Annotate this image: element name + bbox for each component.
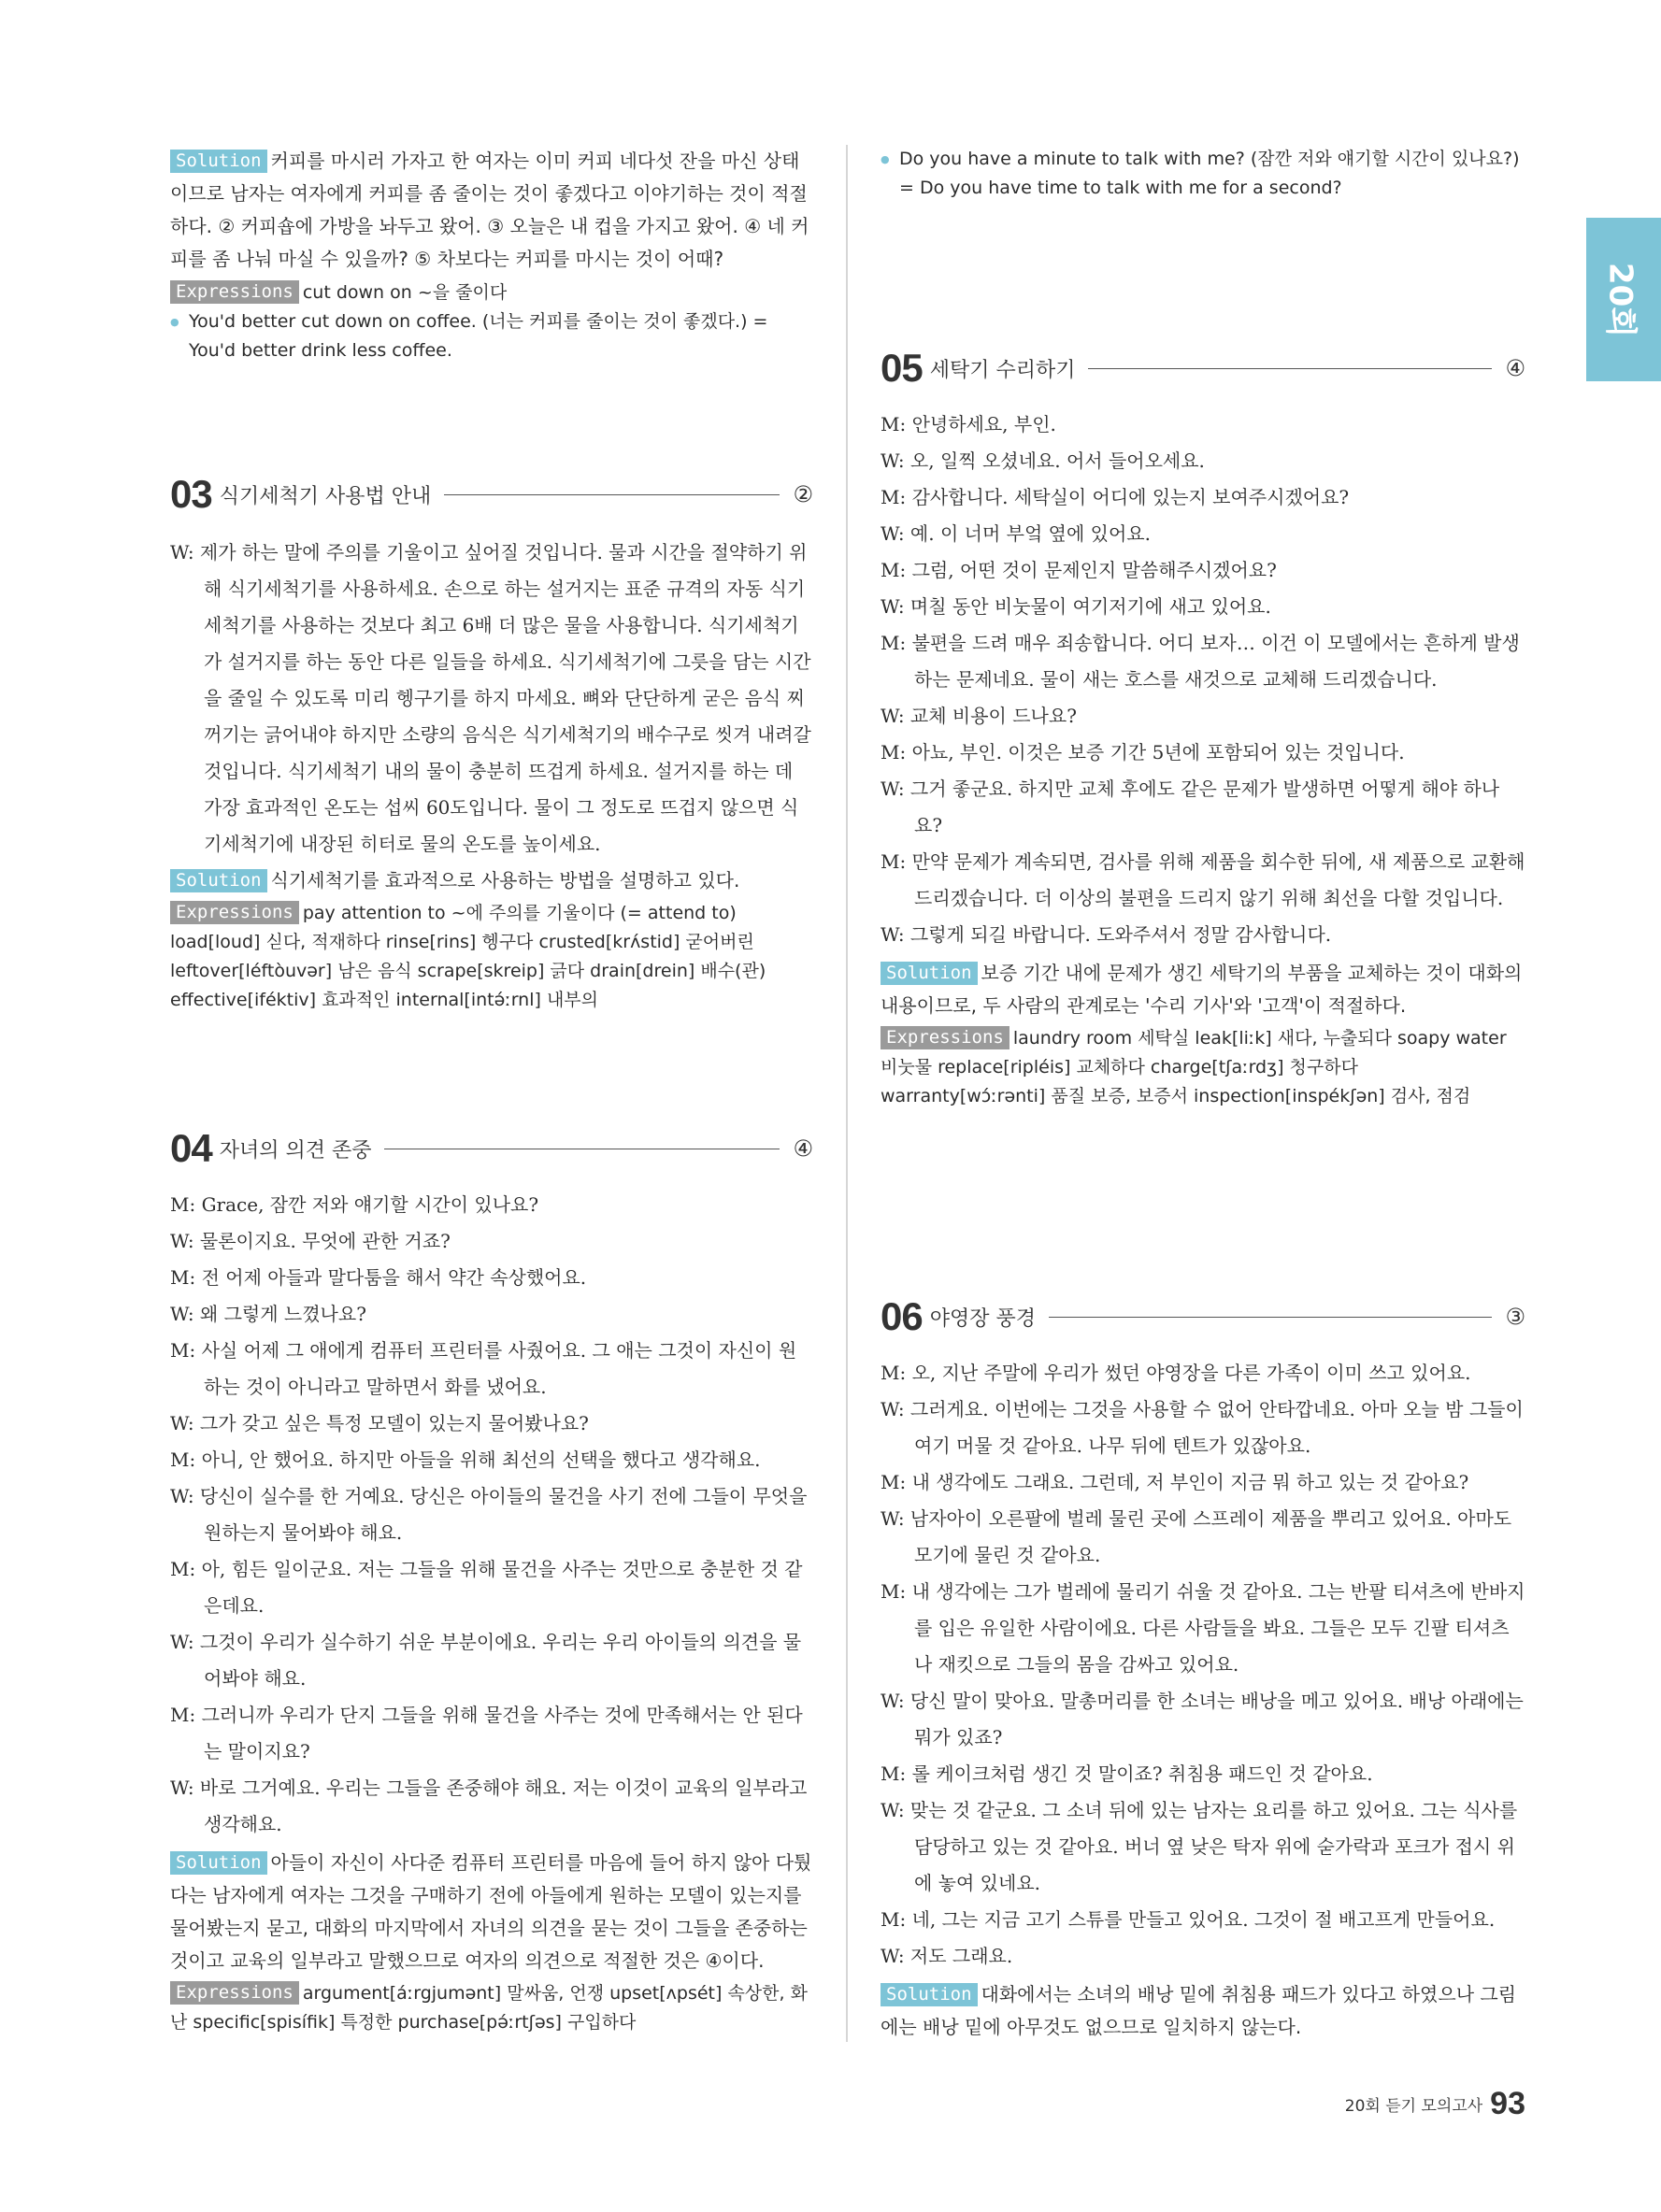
dialogue-line: M: 아뇨, 부인. 이것은 보증 기간 5년에 포함되어 있는 것입니다.: [881, 741, 1405, 763]
page-footer: [1309, 2086, 1525, 2122]
dialogue-line: W: 물론이지요. 무엇에 관한 거죠?: [170, 1230, 451, 1252]
dialogue-line: W: 그거 좋군요. 하지만 교체 후에도 같은 문제가 발생하면 어떻게 해야 하나요?: [881, 778, 1500, 836]
section-rule: [444, 494, 780, 495]
section-06-header: [881, 1294, 1525, 1339]
dialogue-line: W: 제가 하는 말에 주의를 기울이고 싶어질 것입니다. 물과 시간을 절약하기 위해 식기세척기를 사용하세요. 손으로 하는 설거지는 표준 규격의 자동 식기세척기를 사용하는 것보다 최고 6배 더 많은 물을 사용합니다. 식기세척기가 설거지를 하는 동안 다른 일들을 하세요. 식기세척기에 그릇을 담는 시간을 줄일 수 있도록 미리 헹구기를 하지 마세요. 뼈와 단단하게 굳은 음식 찌꺼기는 긁어내야 하지만 소량의 음식은 식기세척기의 배수구로 씻겨 내려갈 것입니다. 식기세척기 내의 물이 충분히 뜨겁게 하세요. 설거지를 하는 데 가장 효과적인 온도는 섭씨 60도입니다. 물이 그 정도로 뜨겁지 않으면 식기세척기에 내장된 히터로 물의 온도를 높이세요.: [170, 541, 811, 855]
section-title: 세탁기 수리하기: [929, 358, 1076, 382]
dialogue-line: M: 불편을 드려 매우 죄송합니다. 어디 보자… 이건 이 모델에서는 흔하게 발생하는 문제네요. 물이 새는 호스를 새것으로 교체해 드리겠습니다.: [881, 632, 1520, 691]
expressions-tag: Expressions: [170, 280, 299, 304]
footer-title: 20회 듣기 모의고사: [1344, 2097, 1483, 2116]
expressions-tag: Expressions: [170, 901, 299, 924]
dialogue-line: M: 전 어제 아들과 말다툼을 해서 약간 속상했어요.: [170, 1266, 587, 1289]
expressions-paragraph: [170, 899, 813, 1015]
solution-tag: Solution: [881, 962, 978, 985]
expressions-text: cut down on ~을 줄이다: [302, 282, 508, 303]
section-answer: ④: [793, 1135, 813, 1162]
section-03-body: [170, 535, 813, 1015]
dialogue-line: M: 아니, 안 했어요. 하지만 아들을 위해 최선의 선택을 했다고 생각해요.: [170, 1449, 761, 1471]
section-answer: ②: [793, 481, 813, 507]
dialogue-line: W: 당신 말이 맞아요. 말총머리를 한 소녀는 배낭을 메고 있어요. 배낭 아래에는 뭐가 있죠?: [881, 1690, 1524, 1748]
solution-text: 식기세척기를 효과적으로 사용하는 방법을 설명하고 있다.: [270, 869, 740, 892]
section-rule: [1088, 368, 1492, 369]
dialogue-line: M: 내 생각에는 그가 벌레에 물리기 쉬울 것 같아요. 그는 반팔 티셔츠에 반바지를 입은 유일한 사람이에요. 다른 사람들을 봐요. 그들은 모두 긴팔 티셔츠나 재킷으로 그들의 몸을 감싸고 있어요.: [881, 1580, 1525, 1676]
solution-tag: Solution: [881, 1983, 978, 2006]
solution-tag: Solution: [170, 150, 267, 173]
dialogue-line: M: 오, 지난 주말에 우리가 썼던 야영장을 다른 가족이 이미 쓰고 있어요.: [881, 1362, 1471, 1384]
dialogue-line: M: 네, 그는 지금 고기 스튜를 만들고 있어요. 그것이 절 배고프게 만들어요.: [881, 1908, 1496, 1931]
dialogue-line: M: 감사합니다. 세탁실이 어디에 있는지 보여주시겠어요?: [881, 486, 1350, 508]
dialogue-line: M: 아, 힘든 일이군요. 저는 그들을 위해 물건을 사주는 것만으로 충분한 것 같은데요.: [170, 1558, 803, 1617]
dialogue-line: M: 롤 케이크처럼 생긴 것 말이죠? 취침용 패드인 것 같아요.: [881, 1762, 1373, 1785]
dialogue-line: W: 교체 비용이 드나요?: [881, 705, 1077, 727]
section-03-header: [170, 472, 813, 517]
section-number: 03: [170, 472, 212, 516]
expressions-paragraph: [881, 1024, 1525, 1111]
section-title: 자녀의 의견 존중: [219, 1138, 372, 1163]
dialogue-line: W: 그가 갖고 싶은 특정 모델이 있는지 물어봤나요?: [170, 1412, 589, 1434]
expressions-text: laundry room 세탁실 leak[liːk] 새다, 누출되다 soapy water 비눗물 replace[ripléis] 교체하다 charge[tʃaːrdʒ] 청구하다 warranty[wɔ́ːrənti] 품질 보증, 보증서 inspection[inspékʃən] 검사, 점검: [881, 1028, 1507, 1106]
dialogue-line: M: 그러니까 우리가 단지 그들을 위해 물건을 사주는 것에 만족해서는 안 된다는 말이지요?: [170, 1704, 803, 1762]
column-divider: [846, 145, 848, 2042]
dialogue-line: M: 안녕하세요, 부인.: [881, 413, 1056, 435]
solution-paragraph: [170, 145, 813, 276]
dialogue-line: W: 그렇게 되길 바랍니다. 도와주셔서 정말 감사합니다.: [881, 923, 1332, 946]
q04-expression-example: [881, 145, 1525, 203]
expressions-text: argument[áːrgjumənt] 말싸움, 언쟁 upset[ʌpsét] 속상한, 화난 specific[spisífik] 특정한 purchase[pə́ːrtʃəs] 구입하다: [170, 1983, 808, 2033]
expressions-paragraph: [170, 278, 813, 307]
section-answer: ③: [1505, 1304, 1525, 1330]
dialogue-line: W: 그것이 우리가 실수하기 쉬운 부분이에요. 우리는 우리 아이들의 의견을 물어봐야 해요.: [170, 1631, 802, 1690]
dialogue-line: M: 만약 문제가 계속되면, 검사를 위해 제품을 회수한 뒤에, 새 제품으로 교환해 드리겠습니다. 더 이상의 불편을 드리지 않기 위해 최선을 다할 것입니다.: [881, 850, 1525, 909]
solution-tag: Solution: [170, 1851, 267, 1875]
dialogue-line: W: 바로 그거예요. 우리는 그들을 존중해야 해요. 저는 이것이 교육의 일부라고 생각해요.: [170, 1777, 808, 1835]
example-bullet: ● Do you have a minute to talk with me? (잠깐 저와 얘기할 시간이 있나요?) = Do you have time to talk with me for a second?: [881, 145, 1525, 203]
dialogue-line: W: 오, 일찍 오셨네요. 어서 들어오세요.: [881, 450, 1205, 472]
dialogue-line: W: 예. 이 너머 부엌 옆에 있어요.: [881, 522, 1151, 545]
dialogue-line: M: 그럼, 어떤 것이 문제인지 말씀해주시겠어요?: [881, 559, 1277, 581]
solution-text: 아들이 자신이 사다준 컴퓨터 프린터를 마음에 들어 하지 않아 다퉜다는 남자에게 여자는 그것을 구매하기 전에 아들에게 원하는 모델이 있는지를 물어봤는지 묻고, 대화의 마지막에서 자녀의 의견을 묻는 것이 그들을 존중하는 것이고 교육의 일부라고 말했으므로 여자의 의견으로 적절한 것은 ④이다.: [170, 1851, 812, 1972]
section-number: 04: [170, 1126, 212, 1170]
q02-explanation: [170, 145, 813, 365]
section-title: 식기세척기 사용법 안내: [219, 484, 432, 508]
side-tab: [1586, 218, 1661, 381]
solution-text: 커피를 마시러 가자고 한 여자는 이미 커피 네다섯 잔을 마신 상태이므로 남자는 여자에게 커피를 좀 줄이는 것이 좋겠다고 이야기하는 것이 적절하다. ② 커피숍에 가방을 놔두고 왔어. ③ 오늘은 내 컵을 가지고 왔어. ④ 네 커피를 좀 나눠 마실 수 있을까? ⑤ 차보다는 커피를 마시는 것이 어때?: [170, 150, 809, 270]
solution-paragraph: [170, 864, 813, 897]
section-06-body: [881, 1355, 1525, 2044]
dialogue-line: W: 그러게요. 이번에는 그것을 사용할 수 없어 안타깝네요. 아마 오늘 밤 그들이 여기 머물 것 같아요. 나무 뒤에 텐트가 있잖아요.: [881, 1398, 1524, 1457]
section-number: 06: [881, 1294, 923, 1338]
expressions-text: pay attention to ~에 주의를 기울이다 (= attend to) load[loud] 싣다, 적재하다 rinse[rins] 헹구다 crusted[krʌ́stid] 굳어버린 leftover[léftòuvər] 남은 음식 scrape[skreip] 긁다 drain[drein] 배수(관) effective[iféktiv] 효과적인 internal[intə́ːrnl] 내부의: [170, 903, 766, 1010]
section-05-body: [881, 407, 1525, 1111]
section-number: 05: [881, 346, 923, 390]
side-tab-label: 20회: [1601, 262, 1640, 337]
section-title: 야영장 풍경: [929, 1306, 1036, 1331]
solution-tag: Solution: [170, 869, 267, 892]
solution-text: 대화에서는 소녀의 배낭 밑에 취침용 패드가 있다고 하였으나 그림에는 배낭 밑에 아무것도 없으므로 일치하지 않는다.: [881, 1983, 1517, 2038]
dialogue-line: W: 저도 그래요.: [881, 1945, 1013, 1967]
page-number: 93: [1490, 2086, 1525, 2121]
dialogue-line: W: 남자아이 오른팔에 벌레 물린 곳에 스프레이 제품을 뿌리고 있어요. 아마도 모기에 물린 것 같아요.: [881, 1507, 1512, 1566]
dialogue-line: M: 내 생각에도 그래요. 그런데, 저 부인이 지금 뭐 하고 있는 것 같아요?: [881, 1471, 1469, 1493]
dialogue-line: W: 당신이 실수를 한 거예요. 당신은 아이들의 물건을 사기 전에 그들이 무엇을 원하는지 물어봐야 해요.: [170, 1485, 808, 1544]
example-bullet: ● You'd better cut down on coffee. (너는 커피를 줄이는 것이 좋겠다.) = You'd better drink less coffee.: [170, 307, 813, 365]
dialogue-line: M: 사실 어제 그 애에게 컴퓨터 프린터를 사줬어요. 그 애는 그것이 자신이 원하는 것이 아니라고 말하면서 화를 냈어요.: [170, 1339, 797, 1398]
section-04-body: [170, 1187, 813, 2037]
dialogue-line: W: 왜 그렇게 느꼈나요?: [170, 1303, 366, 1325]
solution-text: 보증 기간 내에 문제가 생긴 세탁기의 부품을 교체하는 것이 대화의 내용이므로, 두 사람의 관계로는 '수리 기사'와 '고객'이 적절하다.: [881, 962, 1523, 1017]
section-05-header: [881, 346, 1525, 391]
section-04-header: [170, 1126, 813, 1171]
solution-paragraph: [170, 1847, 813, 1977]
solution-paragraph: [881, 1978, 1525, 2044]
solution-paragraph: [881, 957, 1525, 1022]
dialogue-line: W: 며칠 동안 비눗물이 여기저기에 새고 있어요.: [881, 595, 1271, 618]
expressions-tag: Expressions: [881, 1026, 1009, 1049]
section-rule: [1049, 1317, 1493, 1318]
dialogue-line: W: 맞는 것 같군요. 그 소녀 뒤에 있는 남자는 요리를 하고 있어요. 그는 식사를 담당하고 있는 것 같아요. 버너 옆 낮은 탁자 위에 숟가락과 포크가 접시 위에 놓여 있네요.: [881, 1799, 1518, 1894]
expressions-paragraph: [170, 1979, 813, 2037]
section-answer: ④: [1505, 355, 1525, 381]
expressions-tag: Expressions: [170, 1981, 299, 2005]
dialogue-line: M: Grace, 잠깐 저와 얘기할 시간이 있나요?: [170, 1193, 539, 1216]
